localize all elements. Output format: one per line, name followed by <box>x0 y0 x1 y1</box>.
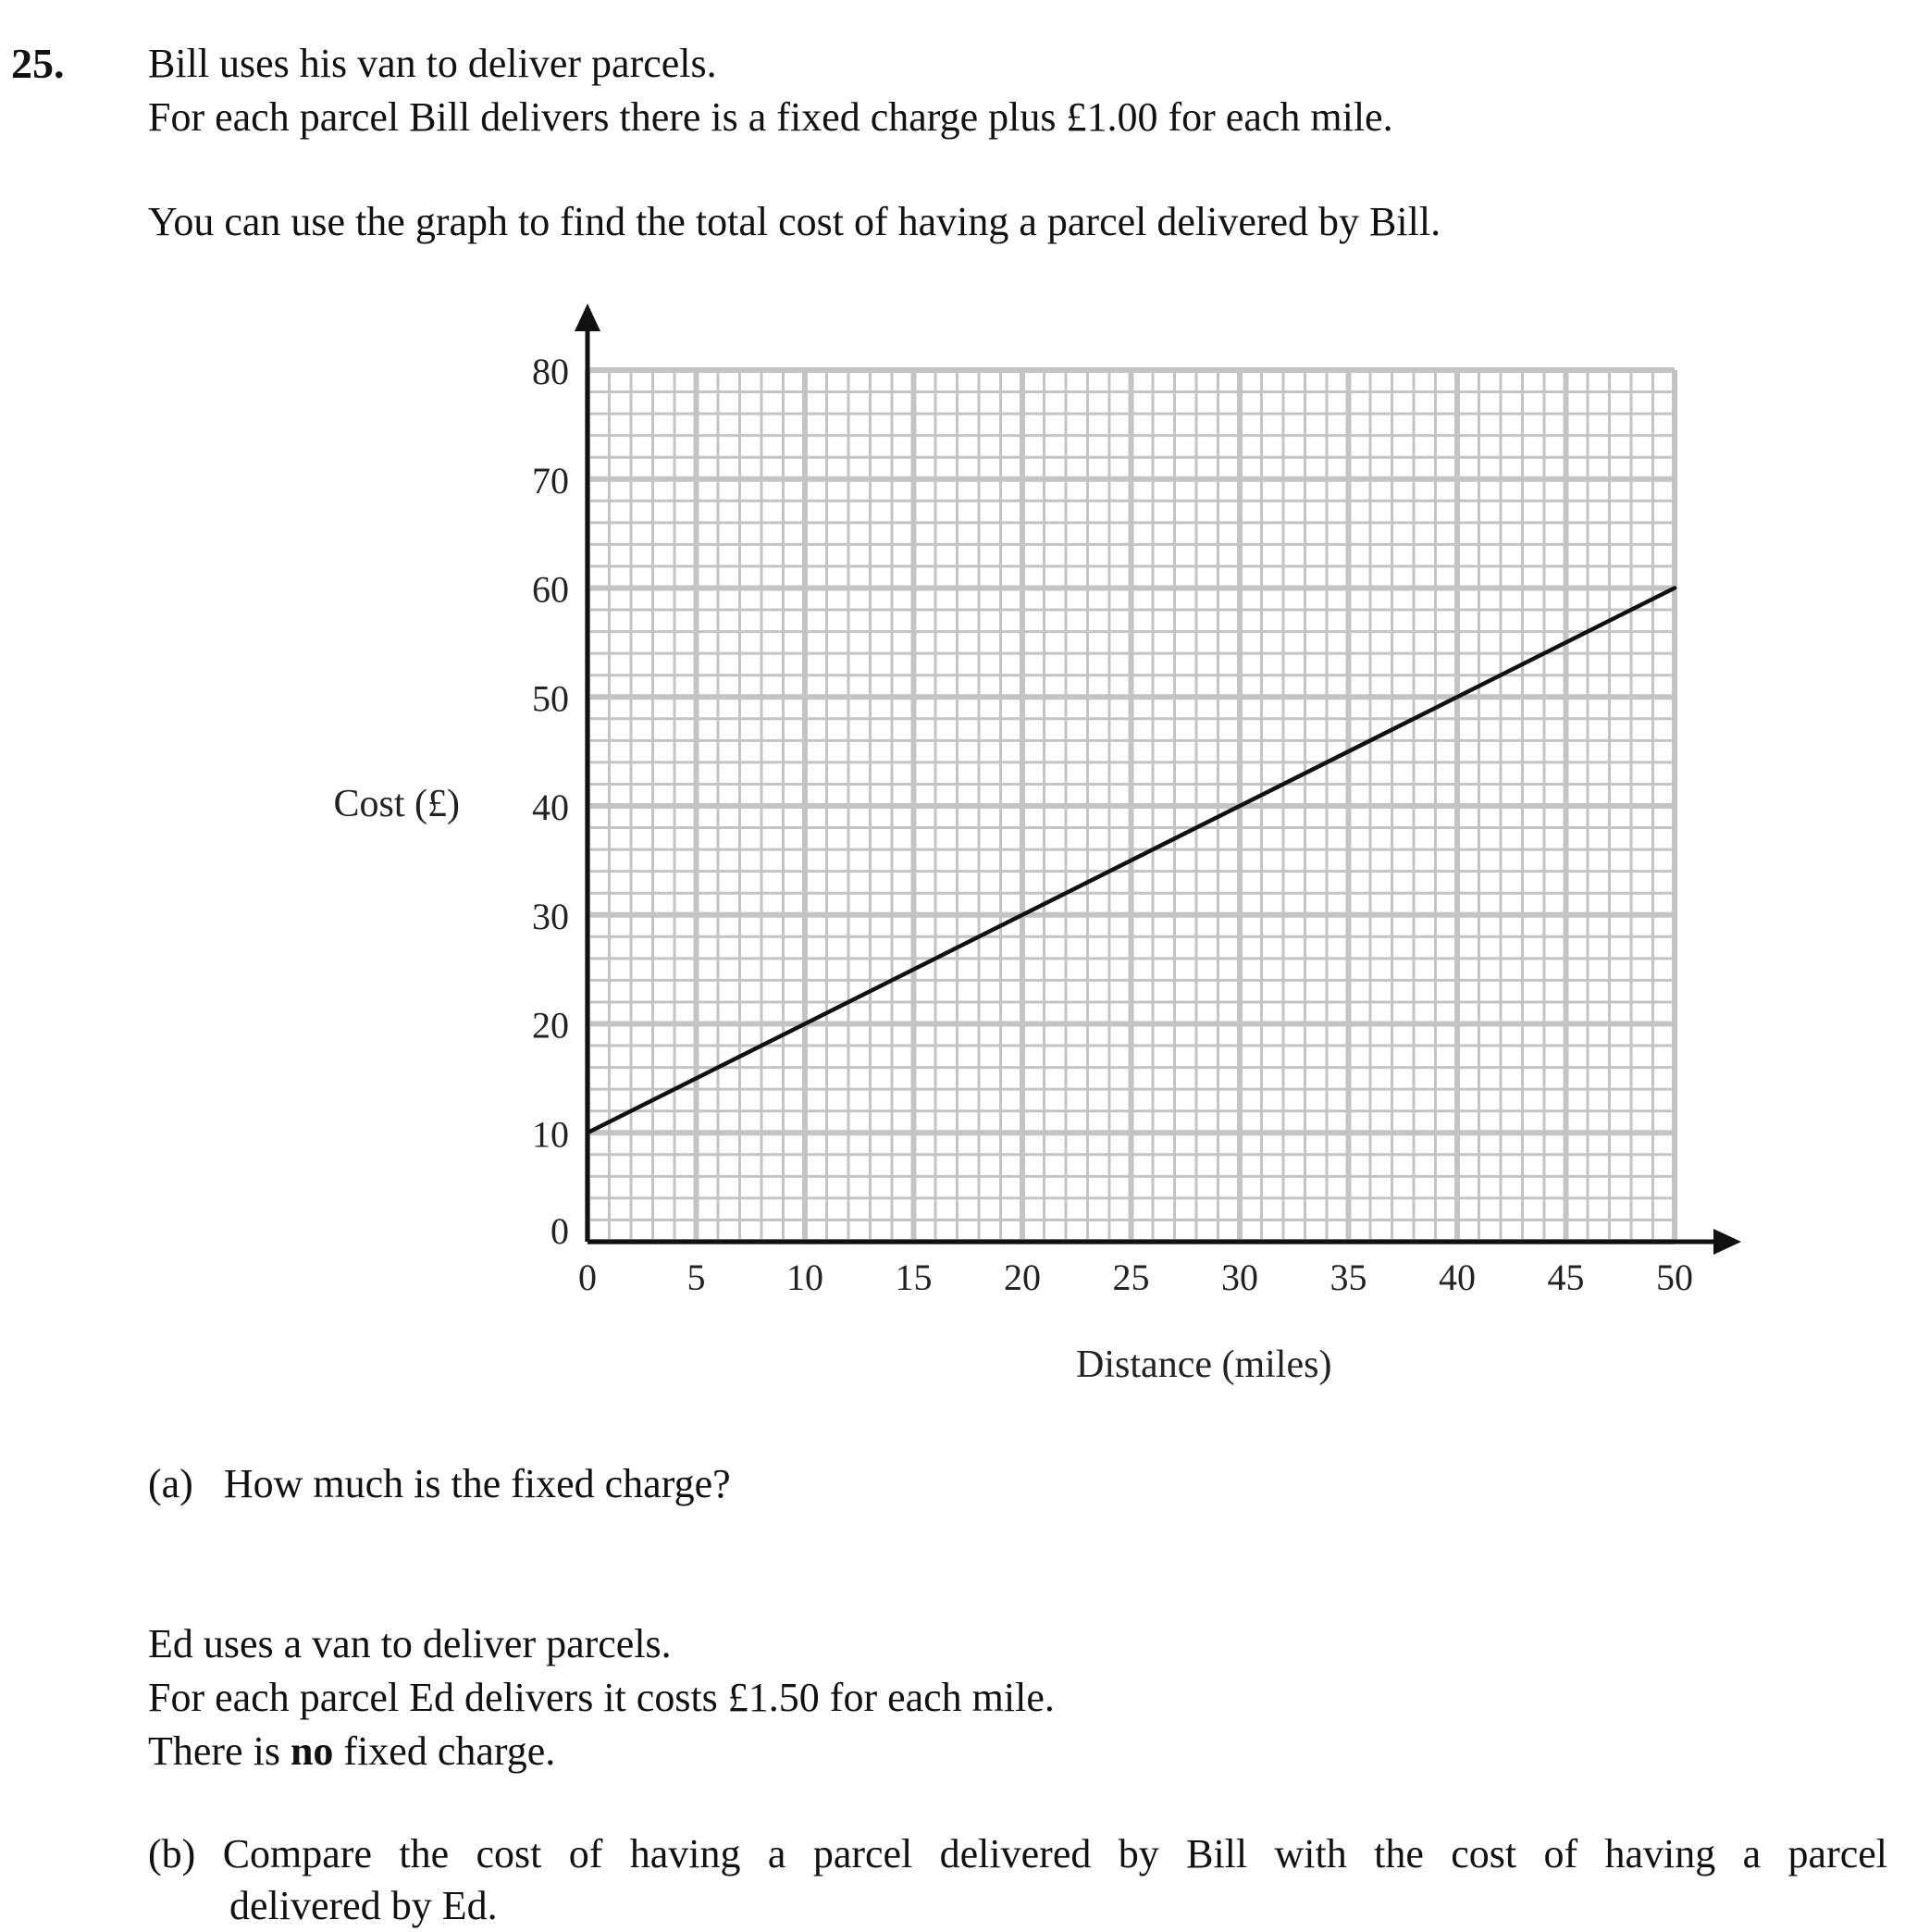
ed-line-3 <box>148 1725 1055 1778</box>
chart-labels <box>334 351 1694 1386</box>
x-tick-label: 0 <box>578 1257 597 1298</box>
y-tick-label: 0 <box>550 1210 569 1252</box>
intro-line-2: For each parcel Bill delivers there is a fixed charge plus £1.00 for each mile. <box>148 94 1393 140</box>
x-tick-label: 10 <box>786 1257 823 1298</box>
y-tick-label: 70 <box>532 459 569 502</box>
part-b-line-1 <box>148 1828 1887 1880</box>
x-tick-label: 40 <box>1439 1257 1476 1298</box>
x-tick-label: 30 <box>1221 1257 1258 1298</box>
ed-line-1: Ed uses a van to deliver parcels. <box>148 1621 672 1666</box>
y-tick-label: 30 <box>532 895 569 937</box>
y-tick-label: 10 <box>532 1113 569 1156</box>
x-tick-label: 5 <box>686 1257 706 1298</box>
intro-line-1: Bill uses his van to deliver parcels. <box>148 41 717 86</box>
part-b-text-1: Compare the cost of having a parcel delivered by Bill with the cost of having a parcel <box>222 1831 1888 1876</box>
part-a-text: How much is the fixed charge? <box>223 1461 731 1506</box>
y-tick-label: 60 <box>532 568 569 611</box>
x-axis-label: Distance (miles) <box>1076 1344 1332 1386</box>
ed-line-2: For each parcel Ed delivers it costs £1.50 for each mile. <box>148 1675 1055 1720</box>
ed-info <box>148 1617 1055 1778</box>
x-axis-arrow-icon <box>1713 1229 1741 1255</box>
x-tick-label: 50 <box>1656 1257 1693 1298</box>
question-number: 25. <box>11 40 65 87</box>
x-tick-label: 15 <box>895 1257 933 1298</box>
x-tick-label: 25 <box>1112 1257 1150 1298</box>
y-axis-arrow-icon <box>575 303 600 331</box>
graph-note-text: You can use the graph to find the total cost of having a parcel delivered by Bill. <box>148 199 1441 244</box>
y-axis-label: Cost (£) <box>333 783 460 825</box>
y-tick-label: 50 <box>532 677 569 720</box>
ed-line-3-bold: no <box>290 1728 334 1774</box>
chart-grid <box>587 370 1675 1242</box>
part-a-label: (a) <box>148 1461 193 1506</box>
x-tick-label: 45 <box>1547 1257 1585 1298</box>
y-tick-label: 20 <box>532 1004 569 1046</box>
x-tick-label: 35 <box>1330 1257 1367 1298</box>
part-a <box>148 1457 731 1511</box>
ed-line-3-pre: There is <box>148 1728 291 1774</box>
y-tick-label: 40 <box>532 786 569 828</box>
part-b <box>148 1828 1887 1932</box>
part-b-label: (b) <box>148 1831 196 1876</box>
x-tick-label: 20 <box>1004 1257 1041 1298</box>
part-b-line-2: delivered by Ed. <box>229 1883 498 1928</box>
ed-line-3-post: fixed charge. <box>333 1728 556 1774</box>
y-tick-label: 80 <box>532 351 569 392</box>
